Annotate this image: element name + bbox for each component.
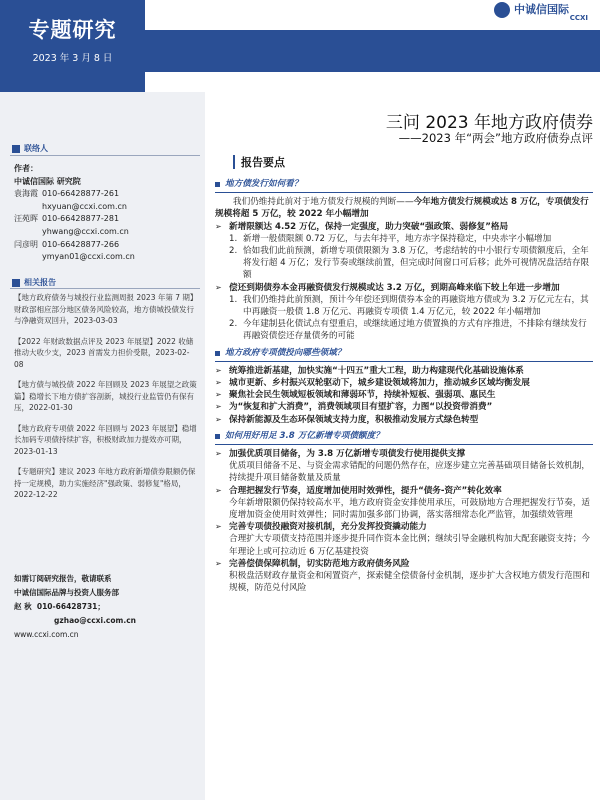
sidebar-divider xyxy=(10,288,200,289)
numbered-item: 1. 我们仍维持此前预测，预计今年偿还到期债券本金的再融资地方债或为 3.2 万亿元左右，其中再融资一般债 1.8 万亿元、再融资专项债 1.4 万亿元，较 2022 年小幅增加 xyxy=(229,294,589,318)
logo-text-en: CCXI xyxy=(569,14,588,22)
paragraph: 积极盘活财政存量资金和闲置资产，探索健全偿债备付金机制，逐步扩大含权地方债发行范围和规模，防范兑付风险 xyxy=(229,571,590,594)
contact-email[interactable]: gzhao@ccxi.com.cn xyxy=(54,616,136,625)
author-row: 汪苑晖 010-66428877-281 xyxy=(14,214,120,224)
key-point: ➢ 聚焦社会民生领域短板领域和薄弱环节，持续补短板、强弱项、惠民生 xyxy=(215,389,593,401)
summary-heading: 报告要点 xyxy=(215,154,285,170)
related-reports-list xyxy=(14,292,199,510)
report-header xyxy=(0,0,600,96)
key-point: ➢ 为“恢复和扩大消费”，消费领域项目有望扩容，力图“以投资带消费” xyxy=(215,401,593,413)
institute-name: 中诚信国际 研究院 xyxy=(14,176,81,186)
key-point: ➢ 统筹推进新基建，加快实施“十四五”重大工程，助力构建现代化基础设施体系 xyxy=(215,365,593,377)
section-rule xyxy=(215,444,593,445)
report-subtitle: ——2023 年“两会”地方政府债券点评 xyxy=(398,131,593,145)
section-heading: 如何用好用足 3.8 万亿新增专项债额度？ xyxy=(215,430,593,442)
paragraph: 我们仍维持此前对于地方债发行规模的判断——今年地方债发行规模或达 8 万亿，专项债发行规模将超 5 万亿，较 2022 年小幅增加 xyxy=(215,197,589,220)
related-report-link[interactable]: 【2022 年财政数据点评及 2023 年展望】2022 收储推动大收少支，2023 首需发力担价受限，2023-02-08 xyxy=(14,336,194,369)
numbered-item: 1. 新增一般债限额 0.72 万亿，与去年持平，地方赤字保持稳定，中央赤字小幅增加 xyxy=(229,233,552,244)
sidebar-divider xyxy=(10,155,200,156)
paragraph: 今年新增限额仍保持较高水平，地方政府资金安排使用承压，可鼓励地方合理把握发行节奏，适度增加资金使用时效弹性；同时需加强多部门协调，落实落细常态化严监管，加强绩效管理 xyxy=(229,497,590,521)
subscription-contact xyxy=(14,572,199,642)
key-point: ➢ 新增限额达 4.52 万亿，保持一定强度，助力突破“强政策、弱修复”格局 xyxy=(215,221,593,233)
author-email[interactable]: hxyuan@ccxi.com.cn xyxy=(42,201,127,211)
section-heading: 地方债发行如何看？ xyxy=(215,178,593,190)
author-email[interactable]: ymyan01@ccxi.com.cn xyxy=(42,252,135,262)
related-heading: 相关报告 xyxy=(12,277,56,288)
section-rule xyxy=(215,361,593,362)
key-point: ➢ 保持新能源及生态环保领域支持力度，积极推动发展方式绿色转型 xyxy=(215,414,593,426)
company-logo xyxy=(480,0,590,24)
key-point: ➢ 加强优质项目储备，为 3.8 万亿新增专项债发行使用提供支撑 xyxy=(215,448,593,460)
author-row: 袁海霞 010-66428877-261 xyxy=(14,189,120,199)
numbered-item: 2. 今年建制县化债试点有望重启，或继续通过地方债置换的方式有序推进，不排除有继续发行再融资债偿还存量债务的可能 xyxy=(229,319,587,342)
report-date: 2023 年 3 月 8 日 xyxy=(32,53,113,64)
author-email[interactable]: yhwang@ccxi.com.cn xyxy=(42,226,129,236)
key-point: ➢ 完善偿债保障机制，切实防范地方政府债务风险 xyxy=(215,558,593,570)
person-icon xyxy=(12,145,20,153)
logo-mark-icon xyxy=(494,2,510,18)
paragraph: 优质项目储备不足、与资金需求错配的问题仍然存在，应逐步建立完善基础项目储备长效机制，持续提升项目储备数量及质量 xyxy=(229,461,590,484)
logo-text-cn: 中诚信国际 xyxy=(514,3,569,16)
key-point: ➢ 合理把握发行节奏，适度增加使用时效弹性，提升“债务-资产”转化效率 xyxy=(215,485,593,497)
related-report-link[interactable]: 【专题研究】建议 2023 年地方政府新增债券限额仍保持一定规模，助力实施经济"强政策、弱修复"格局，2022-12-22 xyxy=(14,467,196,499)
numbered-item: 2. 恰如我们此前预测，新增专项债限额为 3.8 万亿，考虑结转的中小银行专项债额度后，全年将发行超 4 万亿；发行节奏或继续前置，但完成时间窗口可后移；此外可视情况盘活结存限额 xyxy=(229,246,590,281)
contact-person-row: 赵 秋 010-66428731； xyxy=(14,602,105,611)
website-link[interactable]: www.ccxi.com.cn xyxy=(14,630,79,639)
author-row: 闫彦明 010-66428877-266 xyxy=(14,239,120,249)
related-report-link[interactable]: 【地方政府专项债 2022 年回顾与 2023 年展望】稳增长加码专项债持续扩容，积极财政加力提效亦可期，2023-01-13 xyxy=(14,423,197,456)
section-rule xyxy=(215,192,593,193)
key-point: ➢ 完善专项债投融资对接机制，充分发挥投资撬动能力 xyxy=(215,521,593,533)
section-heading: 地方政府专项债投向哪些领域？ xyxy=(215,347,593,359)
related-report-link[interactable]: 【地方债与城投债 2022 年回顾及 2023 年展望之政策篇】稳增长下地方债扩容剖新，城投行业监管仍有保有压，2022-01-30 xyxy=(14,380,197,412)
related-report-link[interactable]: 【地方政府债务与城投行业监测周报 2023 年第 7 期】财政部相应部分地区债务风险较高，地方债城投债发行与净融资双回升，2023-03-03 xyxy=(14,293,198,325)
report-title: 三问 2023 年地方政府债券 xyxy=(385,113,593,133)
contact-intro: 如需订阅研究报告，敬请联系 xyxy=(14,574,112,583)
industry-band xyxy=(145,30,600,96)
report-body xyxy=(215,176,593,595)
report-type: 专题研究 xyxy=(28,18,117,42)
paragraph: 合理扩大专项债支持范围并逐步提升同作资本金比例；继续引导金融机构加大配套融资支持；今年理论上或可拉动近 6 万亿基建投资 xyxy=(229,534,590,557)
key-point: ➢ 偿还到期债券本金再融资债发行规模或达 3.2 万亿，到期高峰来临下较上年进一步增加 xyxy=(215,282,593,294)
contact-dept: 中诚信国际品牌与投资人服务部 xyxy=(14,588,119,597)
authors-block xyxy=(14,163,199,264)
report-type-panel xyxy=(0,0,145,92)
document-icon xyxy=(12,279,20,287)
pen-icon xyxy=(215,155,235,169)
authors-label: 作者： xyxy=(14,164,38,173)
industry-title: 地方政府债与城投行业 xyxy=(374,72,574,96)
contacts-heading: 联络人 xyxy=(12,143,48,154)
key-point: ➢ 城市更新、乡村振兴双轮驱动下，城乡建设领域将加力，推动城乡区域均衡发展 xyxy=(215,377,593,389)
